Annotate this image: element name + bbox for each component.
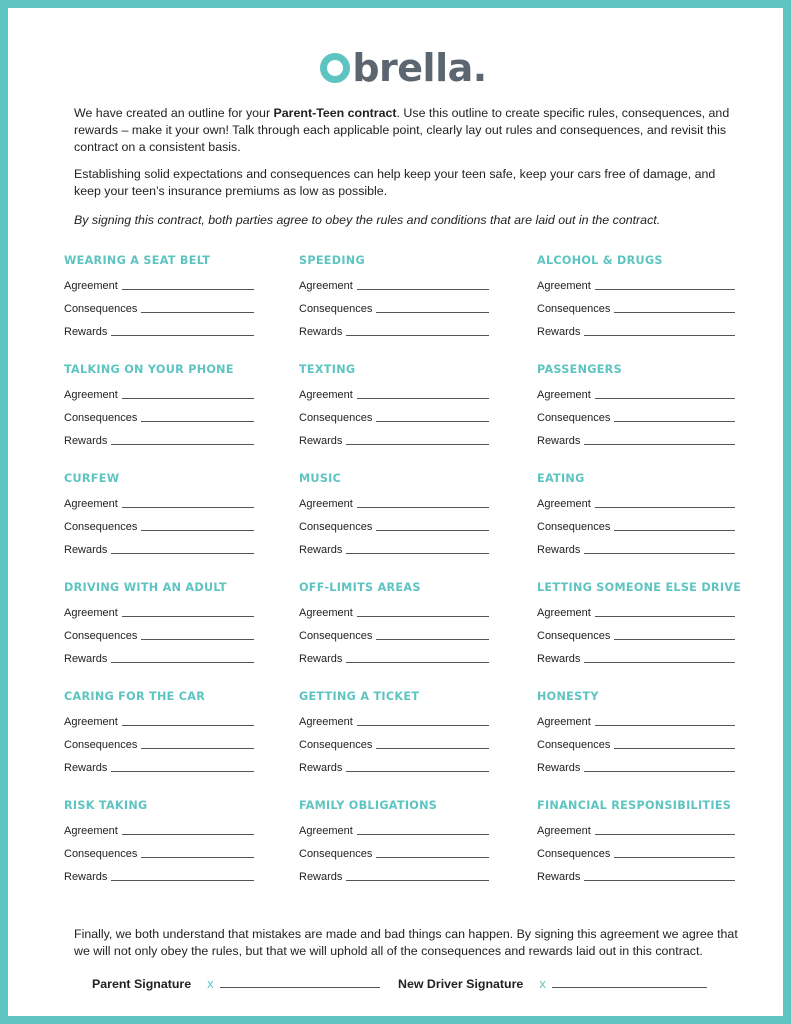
rule-agreement-line[interactable] [595,507,735,508]
rule-agreement-label: Agreement [64,280,118,292]
rule-section-title: FAMILY OBLIGATIONS [299,799,438,812]
rule-section [299,799,489,884]
rule-agreement-line[interactable] [357,725,489,726]
rule-rewards-label: Rewards [299,435,343,447]
rule-agreement-label: Agreement [537,716,591,728]
rule-consequences-label: Consequences [299,521,373,533]
rule-section-title: MUSIC [299,472,342,485]
rule-rewards-line[interactable] [584,553,735,554]
parent-signature-label: Parent Signature [92,977,192,991]
rule-consequences-line[interactable] [614,639,735,640]
rule-rewards-label: Rewards [299,326,343,338]
rule-agreement-label: Agreement [537,498,591,510]
rule-section-title: WEARING A SEAT BELT [64,254,211,267]
rule-section-title: HONESTY [537,690,599,703]
rule-section-title: PASSENGERS [537,363,622,376]
rule-consequences-label: Consequences [537,848,611,860]
rule-section-title: LETTING SOMEONE ELSE DRIVE [537,581,742,594]
rule-consequences-row [299,729,489,752]
rule-agreement-row [64,270,254,293]
rule-consequences-line[interactable] [614,312,735,313]
rule-agreement-line[interactable] [357,616,489,617]
driver-signature-line[interactable] [552,987,707,988]
rule-rewards-row [537,534,735,557]
rule-section [537,690,735,775]
rule-consequences-label: Consequences [299,848,373,860]
driver-signature-label: New Driver Signature [398,977,524,991]
rule-consequences-row [537,293,735,316]
rule-agreement-row [537,379,735,402]
rule-rewards-line[interactable] [111,662,254,663]
rule-agreement-label: Agreement [299,607,353,619]
rule-consequences-label: Consequences [64,848,138,860]
rule-agreement-line[interactable] [122,834,254,835]
rule-rewards-label: Rewards [537,871,581,883]
contract-name: Parent-Teen contract [273,106,397,120]
rule-consequences-row [64,293,254,316]
rule-rewards-line[interactable] [584,771,735,772]
rule-consequences-line[interactable] [141,748,254,749]
rule-agreement-row [299,379,489,402]
rule-agreement-line[interactable] [595,725,735,726]
rule-consequences-label: Consequences [537,739,611,751]
rule-rewards-line[interactable] [346,662,489,663]
rule-agreement-label: Agreement [537,607,591,619]
rule-rewards-line[interactable] [584,880,735,881]
rule-agreement-line[interactable] [595,834,735,835]
rule-rewards-row [537,425,735,448]
rule-consequences-line[interactable] [141,530,254,531]
rule-rewards-row [64,643,254,666]
rule-rewards-label: Rewards [299,653,343,665]
rule-consequences-line[interactable] [614,857,735,858]
rule-rewards-row [537,316,735,339]
rule-section [299,581,489,666]
rule-consequences-row [64,620,254,643]
rule-consequences-line[interactable] [614,748,735,749]
rule-agreement-line[interactable] [122,616,254,617]
rule-rewards-row [299,752,489,775]
rule-consequences-line[interactable] [376,639,489,640]
rule-rewards-label: Rewards [64,544,108,556]
rule-section [64,363,254,448]
signature-x-mark: x [207,976,214,991]
rule-rewards-line[interactable] [584,335,735,336]
rule-rewards-row [64,752,254,775]
intro-paragraph-1 [74,105,734,156]
rule-rewards-line[interactable] [346,444,489,445]
rule-rewards-row [299,425,489,448]
rule-agreement-label: Agreement [64,498,118,510]
rule-section-title: FINANCIAL RESPONSIBILITIES [537,799,732,812]
parent-signature[interactable] [92,976,380,991]
rule-agreement-label: Agreement [537,825,591,837]
rule-agreement-row [64,815,254,838]
rule-section-title: RISK TAKING [64,799,148,812]
rule-agreement-row [537,597,735,620]
rule-rewards-row [537,643,735,666]
rule-consequences-row [537,620,735,643]
rule-consequences-line[interactable] [141,312,254,313]
rule-rewards-label: Rewards [537,435,581,447]
rule-rewards-row [299,861,489,884]
rule-consequences-row [64,838,254,861]
rule-consequences-label: Consequences [537,630,611,642]
rule-consequences-row [537,511,735,534]
parent-signature-line[interactable] [220,987,380,988]
rule-section [64,799,254,884]
rule-rewards-line[interactable] [111,771,254,772]
rule-rewards-label: Rewards [299,762,343,774]
rule-consequences-row [537,729,735,752]
rule-agreement-row [537,706,735,729]
rule-agreement-line[interactable] [357,289,489,290]
rule-section-title: OFF-LIMITS AREAS [299,581,421,594]
rule-agreement-label: Agreement [299,389,353,401]
rule-rewards-label: Rewards [64,762,108,774]
rule-rewards-line[interactable] [111,335,254,336]
rule-consequences-label: Consequences [64,303,138,315]
rule-agreement-label: Agreement [64,825,118,837]
rule-agreement-row [64,597,254,620]
rule-rewards-row [64,316,254,339]
rule-consequences-label: Consequences [64,521,138,533]
rule-consequences-label: Consequences [64,412,138,424]
rule-consequences-label: Consequences [537,412,611,424]
rule-consequences-label: Consequences [64,739,138,751]
rule-section [537,472,735,557]
rule-consequences-line[interactable] [376,312,489,313]
rule-consequences-label: Consequences [537,303,611,315]
rule-rewards-label: Rewards [537,653,581,665]
rule-agreement-row [64,379,254,402]
rule-consequences-label: Consequences [299,303,373,315]
rule-rewards-label: Rewards [64,326,108,338]
rule-agreement-label: Agreement [299,498,353,510]
intro-paragraph-2: Establishing solid expectations and consequences can help keep your teen safe, keep your cars free of damage, and keep your teen’s insurance premiums as low as possible. [74,167,716,198]
rule-agreement-label: Agreement [299,280,353,292]
rule-rewards-line[interactable] [111,444,254,445]
rule-section [64,472,254,557]
rule-consequences-line[interactable] [376,421,489,422]
rule-section [299,254,489,339]
rule-consequences-row [537,402,735,425]
rule-consequences-line[interactable] [141,421,254,422]
rule-rewards-line[interactable] [346,771,489,772]
intro-text: . Use this outline to create specific rules, consequences, and rewards – make it your own! Talk through each applicable point, clearly lay out rules and consequences, and revisit this contract on a consistent basis. [74,106,730,154]
rule-consequences-row [299,838,489,861]
rule-agreement-line[interactable] [357,507,489,508]
rule-agreement-label: Agreement [64,607,118,619]
rule-rewards-line[interactable] [111,553,254,554]
rule-section [299,363,489,448]
signature-x-mark: x [539,976,546,991]
rule-agreement-row [299,270,489,293]
rule-agreement-label: Agreement [299,825,353,837]
rule-rewards-label: Rewards [64,871,108,883]
rule-section-title: ALCOHOL & DRUGS [537,254,663,267]
rule-rewards-row [299,534,489,557]
rule-consequences-line[interactable] [141,639,254,640]
rule-rewards-row [64,861,254,884]
rule-rewards-row [64,425,254,448]
rule-section-title: GETTING A TICKET [299,690,420,703]
rule-consequences-row [64,402,254,425]
logo-text: brella. [352,46,487,90]
driver-signature[interactable] [398,976,707,991]
rule-consequences-label: Consequences [299,630,373,642]
rule-agreement-line[interactable] [357,398,489,399]
logo-o-ring-icon [320,53,350,83]
rule-section-title: DRIVING WITH AN ADULT [64,581,227,594]
rule-agreement-row [64,488,254,511]
rule-rewards-line[interactable] [346,335,489,336]
rule-rewards-label: Rewards [299,871,343,883]
rule-rewards-label: Rewards [537,326,581,338]
rule-agreement-line[interactable] [122,398,254,399]
rule-section-title: CARING FOR THE CAR [64,690,206,703]
rule-rewards-label: Rewards [64,653,108,665]
intro-text: We have created an outline for your [74,106,274,120]
rule-rewards-label: Rewards [537,762,581,774]
rule-section [537,581,742,666]
rule-rewards-line[interactable] [584,444,735,445]
rule-rewards-row [537,861,735,884]
rule-section [64,581,254,666]
rule-rewards-label: Rewards [537,544,581,556]
rule-section [537,799,735,884]
rule-consequences-line[interactable] [614,530,735,531]
rule-agreement-label: Agreement [299,716,353,728]
rule-agreement-line[interactable] [595,398,735,399]
rule-agreement-label: Agreement [64,716,118,728]
rule-agreement-row [64,706,254,729]
rule-consequences-row [299,511,489,534]
rule-agreement-row [299,597,489,620]
rule-rewards-row [537,752,735,775]
rule-consequences-label: Consequences [64,630,138,642]
rule-section [64,254,254,339]
rule-consequences-row [299,293,489,316]
rule-rewards-row [64,534,254,557]
rule-rewards-line[interactable] [346,553,489,554]
rule-section [299,472,489,557]
rule-section-title: EATING [537,472,585,485]
rule-consequences-label: Consequences [299,739,373,751]
rule-rewards-line[interactable] [584,662,735,663]
rule-agreement-line[interactable] [595,616,735,617]
closing-paragraph: Finally, we both understand that mistakes are made and bad things can happen. By signing this agreement we agree that we will not only obey the rules, but that we will uphold all of the consequences and rewards laid out in this contract. [74,927,738,958]
rule-agreement-row [537,815,735,838]
rule-consequences-line[interactable] [376,748,489,749]
rule-section [537,363,735,448]
rule-rewards-line[interactable] [111,880,254,881]
rule-agreement-label: Agreement [537,280,591,292]
rule-rewards-label: Rewards [64,435,108,447]
rule-section [537,254,735,339]
obrella-logo [8,46,791,90]
rule-agreement-row [537,270,735,293]
rule-agreement-line[interactable] [122,725,254,726]
rule-agreement-label: Agreement [64,389,118,401]
rule-section-title: TALKING ON YOUR PHONE [64,363,234,376]
rule-consequences-label: Consequences [537,521,611,533]
rule-agreement-row [537,488,735,511]
rule-rewards-line[interactable] [346,880,489,881]
rule-section-title: CURFEW [64,472,120,485]
rule-agreement-row [299,488,489,511]
rule-rewards-row [299,643,489,666]
rule-section-title: SPEEDING [299,254,365,267]
rule-agreement-line[interactable] [122,289,254,290]
rule-consequences-line[interactable] [376,530,489,531]
rule-agreement-label: Agreement [537,389,591,401]
rule-consequences-row [299,620,489,643]
rule-consequences-row [537,838,735,861]
rule-consequences-line[interactable] [376,857,489,858]
rule-consequences-row [64,511,254,534]
rule-section-title: TEXTING [299,363,356,376]
rule-agreement-row [299,815,489,838]
rule-consequences-line[interactable] [141,857,254,858]
rule-agreement-line[interactable] [595,289,735,290]
intro-paragraph-3: By signing this contract, both parties agree to obey the rules and conditions that are laid out in the contract. [74,213,661,227]
rule-rewards-label: Rewards [299,544,343,556]
rule-consequences-label: Consequences [299,412,373,424]
rule-section [299,690,489,775]
rule-section [64,690,254,775]
rule-consequences-row [64,729,254,752]
rule-rewards-row [299,316,489,339]
rule-consequences-line[interactable] [614,421,735,422]
rule-agreement-row [299,706,489,729]
rule-agreement-line[interactable] [122,507,254,508]
rule-consequences-row [299,402,489,425]
rule-agreement-line[interactable] [357,834,489,835]
